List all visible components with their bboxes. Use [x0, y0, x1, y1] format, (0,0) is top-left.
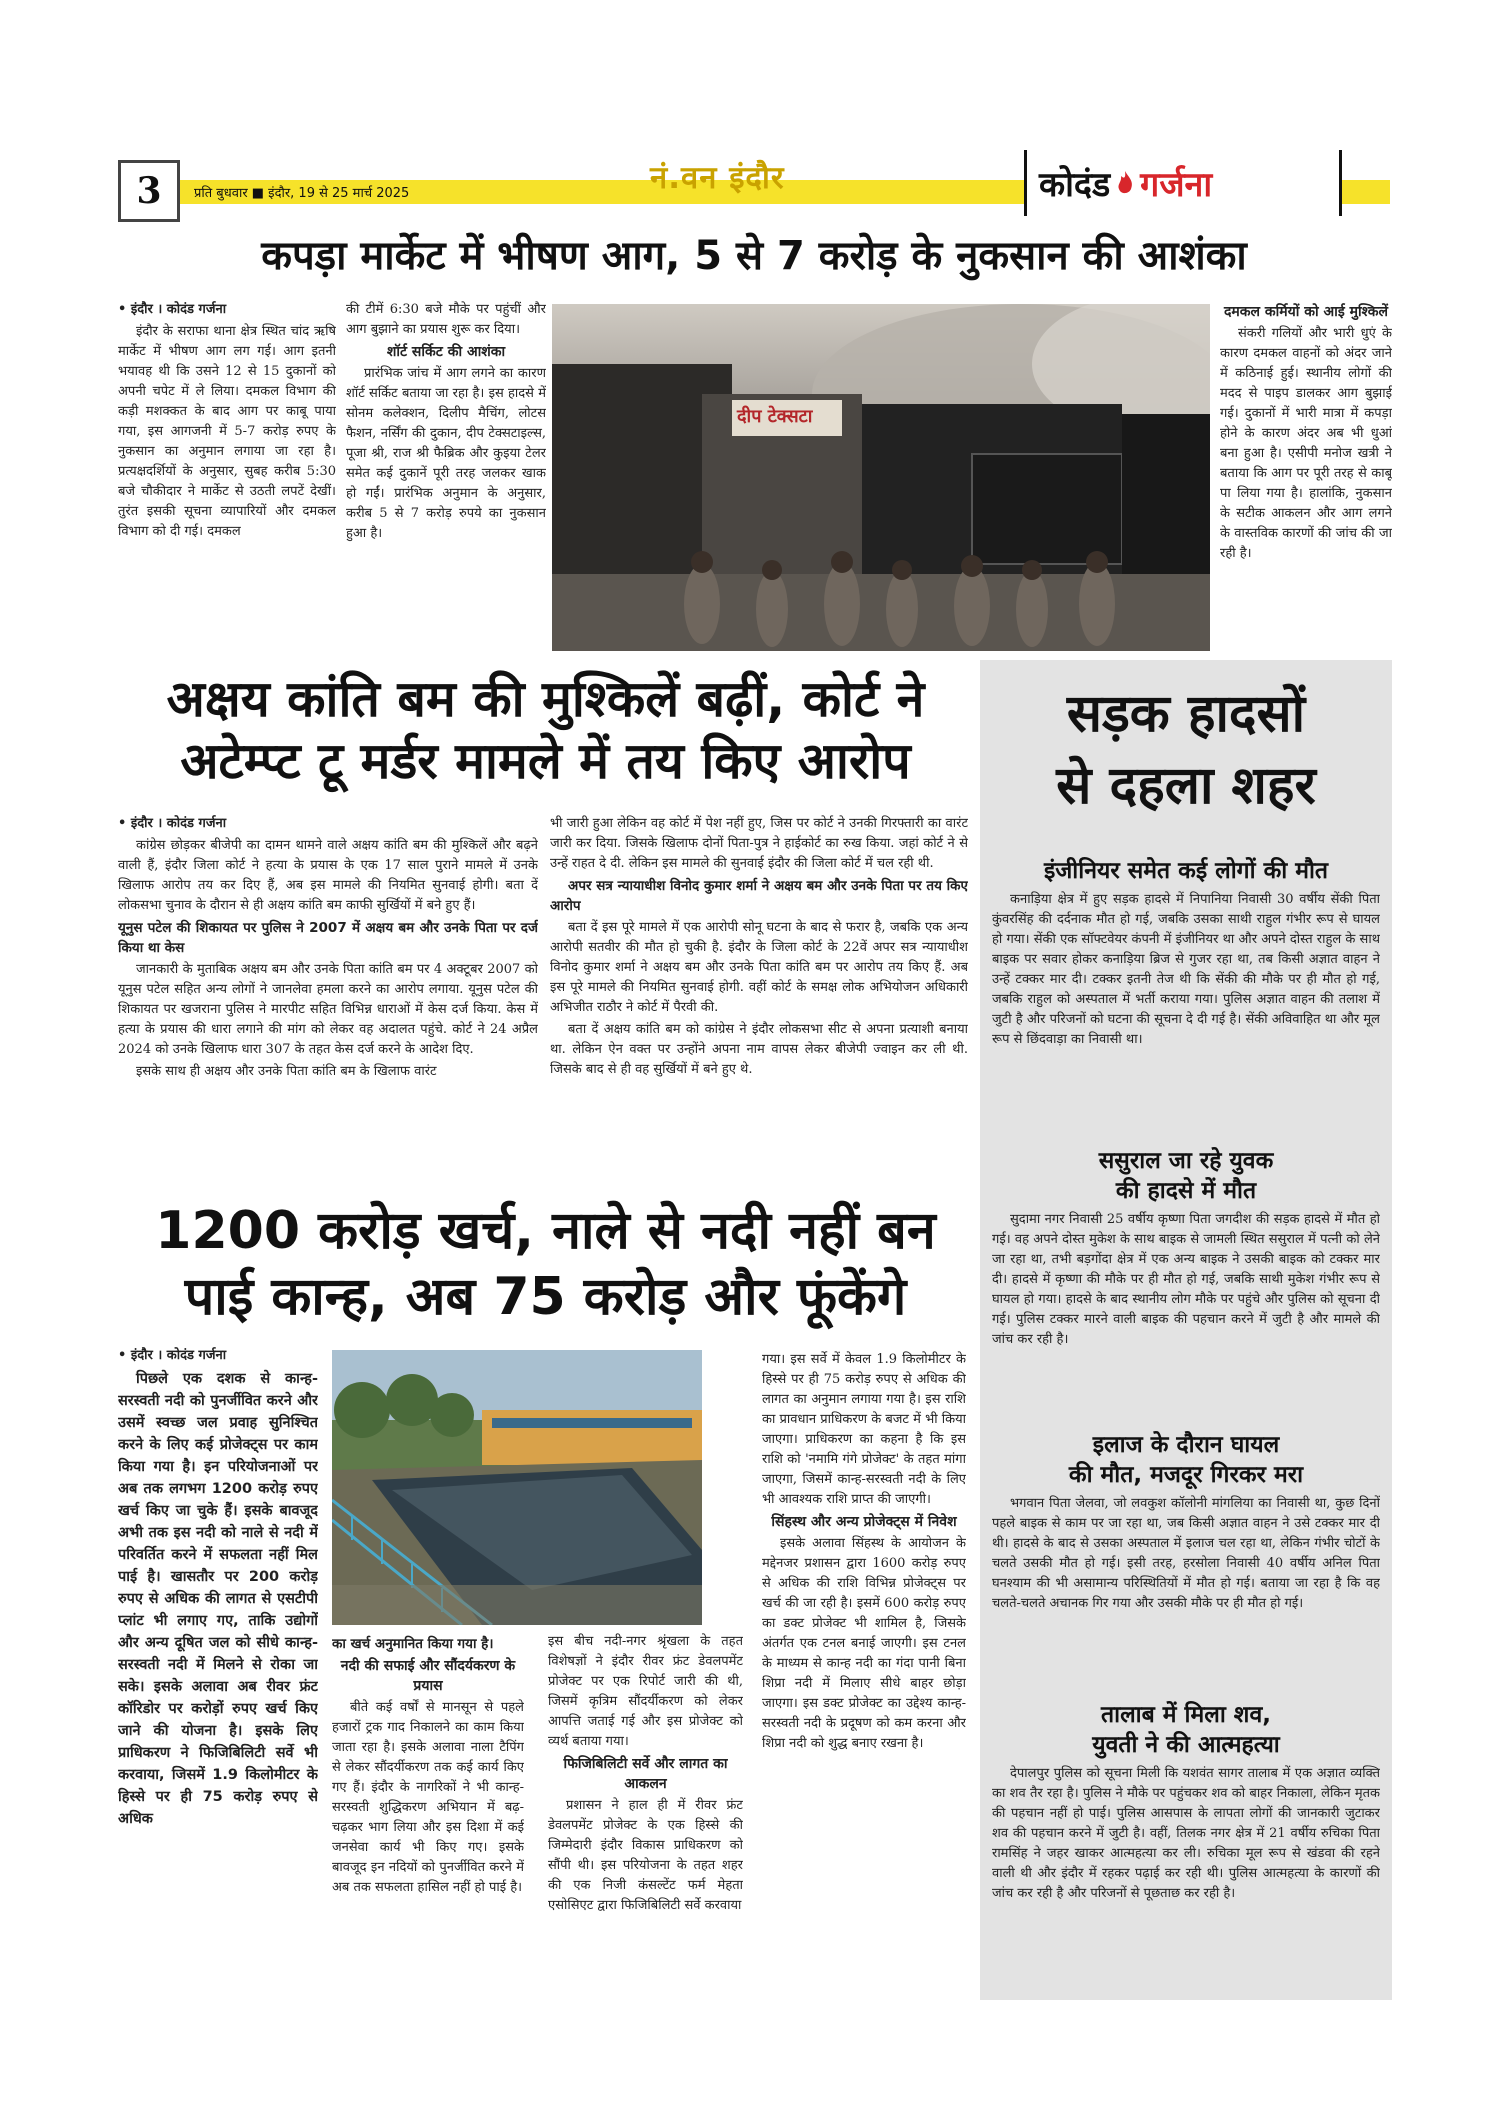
story1-col3-text: संकरी गलियों और भारी धुएं के कारण दमकल वाहनों को अंदर जाने में कठिनाई हुई। स्थानीय लोगों की मदद से पाइप डालकर आग बुझाई गई। दुकानों में भारी मात्रा में कपड़ा होने के कारण अंदर अब भी धुआं बना हुआ है। एसीपी मनोज खत्री ने बताया कि आग पर पूरी तरह से काबू पा लिया गया है। हालांकि, नुकसान के सटीक आकलन और आग लगने के वास्तविक कारणों की जांच की जा रही है।	[1220, 326, 1392, 561]
sidebar-s3-body	[992, 1494, 1380, 1674]
sidebar-s4-text: देपालपुर पुलिस को सूचना मिली कि यशवंत सागर तालाब में एक अज्ञात व्यक्ति का शव तैर रहा है। पुलिस ने मौके पर पहुंचकर शव को बाहर निकाला, लेकिन मृतक की पहचान नहीं हो पाई। पुलिस आसपास के लापता लोगों की जानकारी जुटाकर शव की पहचान करने में जुटी है। वहीं, तिलक नगर क्षेत्र में 21 वर्षीय रुचिका पिता रामसिंह ने जहर खाकर आत्महत्या कर ली। रुचिका मूल रूप से खंडवा की रहने वाली थी और इंदौर में रहकर पढ़ाई कर रही थी। पुलिस आत्महत्या के कारणों की जांच कर रही है और परिजनों से पूछताछ कर रही है।	[992, 1766, 1380, 1901]
story3-headline-line1: 1200 करोड़ खर्च, नाले से नदी नहीं बन	[155, 1201, 936, 1261]
page-number-box	[118, 160, 180, 222]
story2-col2	[550, 814, 968, 1186]
sidebar-panel	[980, 660, 1392, 2000]
story3-lead-col	[118, 1346, 318, 1996]
story2-subhead1: यूनुस पटेल की शिकायत पर पुलिस ने 2007 में अक्षय बम और उनके पिता पर दर्ज किया था केस	[118, 920, 538, 956]
story1-col1	[118, 300, 336, 642]
story3-colB-p2: प्रशासन ने हाल ही में रीवर फ्रंट डेवलपमेंट प्रोजेक्ट के एक हिस्से की जिम्मेदारी इंदौर विकास प्राधिकरण को सौंपी थी। इस परियोजना के तहत शहर की एक निजी कंसल्टेंट फर्म मेहता एसोसिएट द्वारा फिजिबिलिटी सर्वे करवाया	[548, 1798, 743, 1913]
story3-colB-sub: फिजिबिलिटी सर्वे और लागत का आकलन	[563, 1756, 728, 1792]
masthead-dateline: प्रति बुधवार ■ इंदौर, 19 से 25 मार्च 2025	[194, 186, 410, 201]
story2-p2: जानकारी के मुताबिक अक्षय बम और उनके पिता कांति बम पर 4 अक्टूबर 2007 को यूनुस पटेल सहित अन्य लोगों ने जानलेवा हमला करने का आरोप लगाया. यूनुस पटेल की शिकायत पर खजराना पुलिस ने मारपीट सहित विभिन्न धाराओं में केस दर्ज किया. केस में हत्या के प्रयास की धारा लगाने की मांग को लेकर वह अदालत पहुंचे. कोर्ट ने 24 अप्रैल 2024 को उनके खिलाफ धारा 307 के तहत केस दर्ज करने के आदेश दिए.	[118, 962, 538, 1057]
story2-dateline: • इंदौर । कोदंड गर्जना	[118, 816, 227, 831]
sidebar-title-line1: सड़क हादसों	[1066, 684, 1306, 744]
fire-photo	[552, 304, 1210, 651]
story2-p3: इसके साथ ही अक्षय और उनके पिता कांति बम के खिलाफ वारंट	[136, 1064, 437, 1079]
story3-colB	[548, 1632, 743, 1996]
story3-colC-p1: गया। इस सर्वे में केवल 1.9 किलोमीटर के हिस्से पर ही 75 करोड़ रुपए से अधिक की लागत का अनुमान लगाया गया है। इस राशि का प्रावधान प्राधिकरण के बजट में भी किया जाएगा। प्राधिकरण का कहना है कि इस राशि को 'नमामि गंगे प्रोजेक्ट' के तहत मांगा जाएगा, जिसमें कान्ह-सरस्वती नदी के लिए भी आवश्यक राशि प्राप्त की जाएगी।	[762, 1352, 966, 1507]
sidebar-s4-head	[980, 1700, 1392, 1760]
story3-lead: पिछले एक दशक से कान्ह-सरस्वती नदी को पुनर्जीवित करने और उसमें स्वच्छ जल प्रवाह सुनिश्चित करने के लिए कई प्रोजेक्ट्स पर काम किया गया है। इन परियोजनाओं पर अब तक लगभग 1200 करोड़ रुपए खर्च किए जा चुके हैं। इसके बावजूद अभी तक इस नदी को नाले से नदी में परिवर्तित करने में सफलता नहीं मिल पाई है। खासतौर पर 200 करोड़ रुपए से अधिक की लागत से एसटीपी प्लांट भी लगाए गए, ताकि उद्योगों और अन्य दूषित जल को सीधे कान्ह-सरस्वती नदी में मिलने से रोका जा सके। इसके अलावा अब रीवर फ्रंट कॉरिडोर पर करोड़ों रुपए खर्च किए जाने की योजना है। इसके लिए प्राधिकरण ने फिजिबिलिटी सर्वे भी करवाया, जिसमें 1.9 किलोमीटर के हिस्से पर ही 75 करोड़ रुपए से अधिक	[118, 1371, 318, 1827]
sidebar-title-line2: से दहला शहर	[1056, 756, 1316, 816]
page-number: 3	[136, 170, 162, 212]
story1-col2b-text: प्रारंभिक जांच में आग लगने का कारण शॉर्ट सर्किट बताया जा रहा है। इस हादसे में सोनम कलेक्शन, दिलीप मैचिंग, लोटस फैशन, नर्सिंग की दुकान, दीप टेक्सटाइल्स, पूजा श्री, राज श्री फैब्रिक और कुइया टेलर समेत कई दुकानें पूरी तरह जलकर खाक हो गईं। प्रारंभिक अनुमान के अनुसार, करीब 5 से 7 करोड़ रुपये का नुकसान हुआ है।	[346, 366, 546, 541]
story2-col1	[118, 814, 538, 1186]
sidebar-s2-head	[980, 1146, 1392, 1206]
story3-colC	[762, 1350, 966, 1996]
story3-colA	[332, 1632, 524, 1996]
sidebar-s1-head: इंजीनियर समेत कई लोगों की मौत	[1043, 858, 1329, 884]
story3-colC-sub: सिंहस्थ और अन्य प्रोजेक्ट्स में निवेश	[771, 1514, 957, 1530]
sidebar-title	[980, 678, 1392, 822]
river-photo	[332, 1350, 702, 1625]
story1-subhead1: शॉर्ट सर्किट की आशंका	[386, 344, 506, 360]
story3-colA-p2: बीते कई वर्षों से मानसून से पहले हजारों ट्रक गाद निकालने का काम किया जाता रहा है। इसके अलावा नाला टैपिंग से लेकर सौंदर्यीकरण तक कई कार्य किए गए हैं। इंदौर के नागरिकों ने भी कान्ह-सरस्वती शुद्धिकरण अभियान में बढ़-चढ़कर भाग लिया और इस दिशा में कई जनसेवा कार्य भी किए गए। इसके बावजूद इन नदियों को पुनर्जीवित करने में अब तक सफलता हासिल नहीं हो पाई है।	[332, 1700, 524, 1895]
story2-p4: भी जारी हुआ लेकिन वह कोर्ट में पेश नहीं हुए, जिस पर कोर्ट ने उनकी गिरफ्तारी का वारंट जारी कर दिया. जिसके खिलाफ दोनों पिता-पुत्र ने हाईकोर्ट का रुख किया. जहां कोर्ट ने से उन्हें राहत दे दी. लेकिन इस मामले की सुनवाई इंदौर की जिला कोर्ट में चल रही थी.	[550, 816, 968, 871]
story1-headline: कपड़ा मार्केट में भीषण आग, 5 से 7 करोड़ के नुकसान की आशंका	[261, 233, 1247, 279]
story1-col2a-text: की टीमें 6:30 बजे मौके पर पहुंचीं और आग बुझाने का प्रयास शुरू कर दिया।	[346, 302, 546, 337]
story3-colA-p1: का खर्च अनुमानित किया गया है।	[332, 1636, 494, 1652]
story2-p6: बता दें अक्षय कांति बम को कांग्रेस ने इंदौर लोकसभा सीट से अपना प्रत्याशी बनाया था. लेकिन ऐन वक्त पर उन्होंने अपना नाम वापस लेकर बीजेपी ज्वाइन कर ली थी. जिसके बाद से ही वह सुर्खियों में बने हुए थे.	[550, 1022, 968, 1077]
story2-p5: बता दें इस पूरे मामले में एक आरोपी सोनू घटना के बाद से फरार है, जबकि एक अन्य आरोपी सतवीर की मौत हो चुकी है. इंदौर के जिला कोर्ट के 22वें अपर सत्र न्यायाधीश विनोद कुमार शर्मा ने अक्षय बम और उनके पिता कांति बम पर आरोप तय किए हैं. अब इस पूरे मामले की नियमित सुनवाई होगी. वहीं कोर्ट के समक्ष लोक अभियोजन अधिकारी अभिजीत राठौर ने कोर्ट में पैरवी की.	[550, 920, 968, 1015]
sidebar-s1-body	[992, 890, 1380, 1130]
story1-dateline: • इंदौर । कोदंड गर्जना	[118, 302, 227, 317]
edition-name: नं.वन इंदौर	[650, 160, 785, 196]
story1-col2	[346, 300, 546, 642]
sidebar-s3-text: भगवान पिता जेलवा, जो लवकुश कॉलोनी मांगलिया का निवासी था, कुछ दिनों पहले बाइक से काम पर जा रहा था, जब किसी अज्ञात वाहन ने उसे टक्कर मार दी थी। हादसे के बाद से उसका अस्पताल में इलाज चल रहा था, लेकिन गंभीर चोटों के चलते उसकी मौत हो गई। इसी तरह, हरसोला निवासी 40 वर्षीय अनिल पिता घनश्याम की भी असामान्य परिस्थितियों में मौत हो गई। बताया जा रहा है कि वह चलते-चलते अचानक गिर गया और उसकी मौके पर ही मौत हो गई।	[992, 1496, 1380, 1611]
brand-word-1: कोदंड	[1039, 165, 1111, 205]
story3-colC-p2: इसके अलावा सिंहस्थ के आयोजन के मद्देनजर प्रशासन द्वारा 1600 करोड़ रुपए से अधिक की राशि विभिन्न प्रोजेक्ट्स पर खर्च की जा रही है। इसमें 600 करोड़ रुपए का डक्ट प्रोजेक्ट भी शामिल है, जिसके अंतर्गत एक टनल बनाई जाएगी। इस टनल के माध्यम से कान्ह नदी का गंदा पानी बिना शिप्रा नदी में मिलाए सीधे बाहर छोड़ा जाएगा। इस डक्ट प्रोजेक्ट का उद्देश्य कान्ह-सरस्वती नदी के प्रदूषण को कम करना और शिप्रा नदी को शुद्ध बनाए रखना है।	[762, 1536, 966, 1751]
brand-logo	[1024, 150, 1342, 216]
story3-colB-p1: इस बीच नदी-नगर श्रृंखला के तहत विशेषज्ञों ने इंदौर रीवर फ्रंट डेवलपमेंट प्रोजेक्ट पर एक रिपोर्ट जारी की थी, जिसमें कृत्रिम सौंदर्यीकरण को लेकर आपत्ति जताई गई और इस प्रोजेक्ट को व्यर्थ बताया गया।	[548, 1634, 743, 1749]
sidebar-s4-body	[992, 1764, 1380, 1984]
brand-flame-icon	[1114, 170, 1136, 196]
sidebar-s3-head-line1: इलाज के दौरान घायल	[1092, 1432, 1280, 1458]
sidebar-s4-head-line1: तालाब में मिला शव,	[1101, 1702, 1271, 1728]
story3-colA-sub: नदी की सफाई और सौंदर्यकरण के प्रयास	[340, 1658, 516, 1694]
story2-headline	[118, 668, 973, 792]
sidebar-s3-head	[980, 1430, 1392, 1490]
story1-col3	[1220, 300, 1392, 652]
sidebar-s2-body	[992, 1210, 1380, 1410]
story1-subhead2: दमकल कर्मियों को आई मुश्किलें	[1223, 304, 1389, 320]
sidebar-s1-text: कनाड़िया क्षेत्र में हुए सड़क हादसे में निपानिया निवासी 30 वर्षीय सेंकी पिता कुंवरसिंह की दर्दनाक मौत हो गई, जबकि उसका साथी राहुल गंभीर रूप से घायल हो गया। सेंकी एक सॉफ्टवेयर कंपनी में इंजीनियर था और अपने दोस्त राहुल के साथ बाइक पर सवार होकर कनाड़िया ब्रिज से गुजर रहा था, तब किसी अज्ञात वाहन ने उन्हें टक्कर मार दी। टक्कर इतनी तेज थी कि सेंकी की मौके पर ही मौत हो गई, जबकि राहुल को अस्पताल में भर्ती कराया गया। पुलिस अज्ञात वाहन की तलाश में जुटी है और परिजनों को घटना की सूचना दे दी गई है। सेंकी अविवाहित था और मूल रूप से छिंदवाड़ा का निवासी था।	[992, 892, 1380, 1047]
story1-col1-text: इंदौर के सराफा थाना क्षेत्र स्थित चांद ऋषि मार्केट में भीषण आग लग गई। आग इतनी भयावह थी कि उसने 12 से 15 दुकानों को अपनी चपेट में ले लिया। दमकल विभाग की कड़ी मशक्कत के बाद आग पर काबू पाया गया, इस आगजनी में 5-7 करोड़ रुपए के नुकसान का अनुमान लगाया जा रहा है। प्रत्यक्षदर्शियों के अनुसार, सुबह करीब 5:30 बजे चौकीदार ने मार्केट से उठती लपटें देखीं। तुरंत इसकी सूचना व्यापारियों और दमकल विभाग को दी गई। दमकल	[118, 324, 336, 539]
sidebar-s3-head-line2: की मौत, मजदूर गिरकर मरा	[1068, 1462, 1304, 1488]
brand-word-2: गर्जना	[1140, 165, 1213, 205]
story3-headline	[118, 1198, 973, 1330]
photo-shop-sign: दीप टेक्सटा	[737, 406, 813, 427]
story2-headline-line2: अटेम्प्ट टू मर्डर मामले में तय किए आरोप	[180, 732, 911, 790]
sidebar-s2-text: सुदामा नगर निवासी 25 वर्षीय कृष्णा पिता जगदीश की सड़क हादसे में मौत हो गई। वह अपने दोस्त मुकेश के साथ बाइक से जामली स्थित ससुराल में पत्नी को लेने जा रहा था, तभी बड़गोंदा क्षेत्र में एक अन्य बाइक ने उसकी बाइक को टक्कर मार दी। हादसे में कृष्णा की मौके पर ही मौत हो गई, जबकि साथी मुकेश गंभीर रूप से घायल हो गया। हादसे के बाद स्थानीय लोग मौके पर पहुंचे और पुलिस को सूचना दी गई। पुलिस टक्कर मारने वाली बाइक की पहचान करने में जुटी है और मामले की जांच कर रही है।	[992, 1212, 1380, 1347]
sidebar-s2-head-line1: ससुराल जा रहे युवक	[1098, 1148, 1274, 1174]
story3-headline-line2: पाई कान्ह, अब 75 करोड़ और फूंकेंगे	[184, 1267, 907, 1327]
story3-dateline: • इंदौर । कोदंड गर्जना	[118, 1348, 227, 1363]
story2-subhead2: अपर सत्र न्यायाधीश विनोद कुमार शर्मा ने अक्षय बम और उनके पिता पर तय किए आरोप	[550, 878, 968, 914]
story2-headline-line1: अक्षय कांति बम की मुश्किलें बढ़ीं, कोर्ट ने	[166, 670, 925, 728]
story2-p1: कांग्रेस छोड़कर बीजेपी का दामन थामने वाले अक्षय कांति बम की मुश्किलें और बढ़ने वाली हैं, इंदौर जिला कोर्ट ने हत्या के प्रयास के एक 17 साल पुराने मामले में उनके खिलाफ आरोप तय कर दिए हैं, अब इस मामले की नियमित सुनवाई होगी। बता दें लोकसभा चुनाव के दौरान से ही अक्षय कांति बम काफी सुर्खियों में बने हुए हैं।	[118, 838, 538, 913]
sidebar-s2-head-line2: की हादसे में मौत	[1115, 1178, 1257, 1204]
sidebar-s4-head-line2: युवती ने की आत्महत्या	[1092, 1732, 1280, 1758]
